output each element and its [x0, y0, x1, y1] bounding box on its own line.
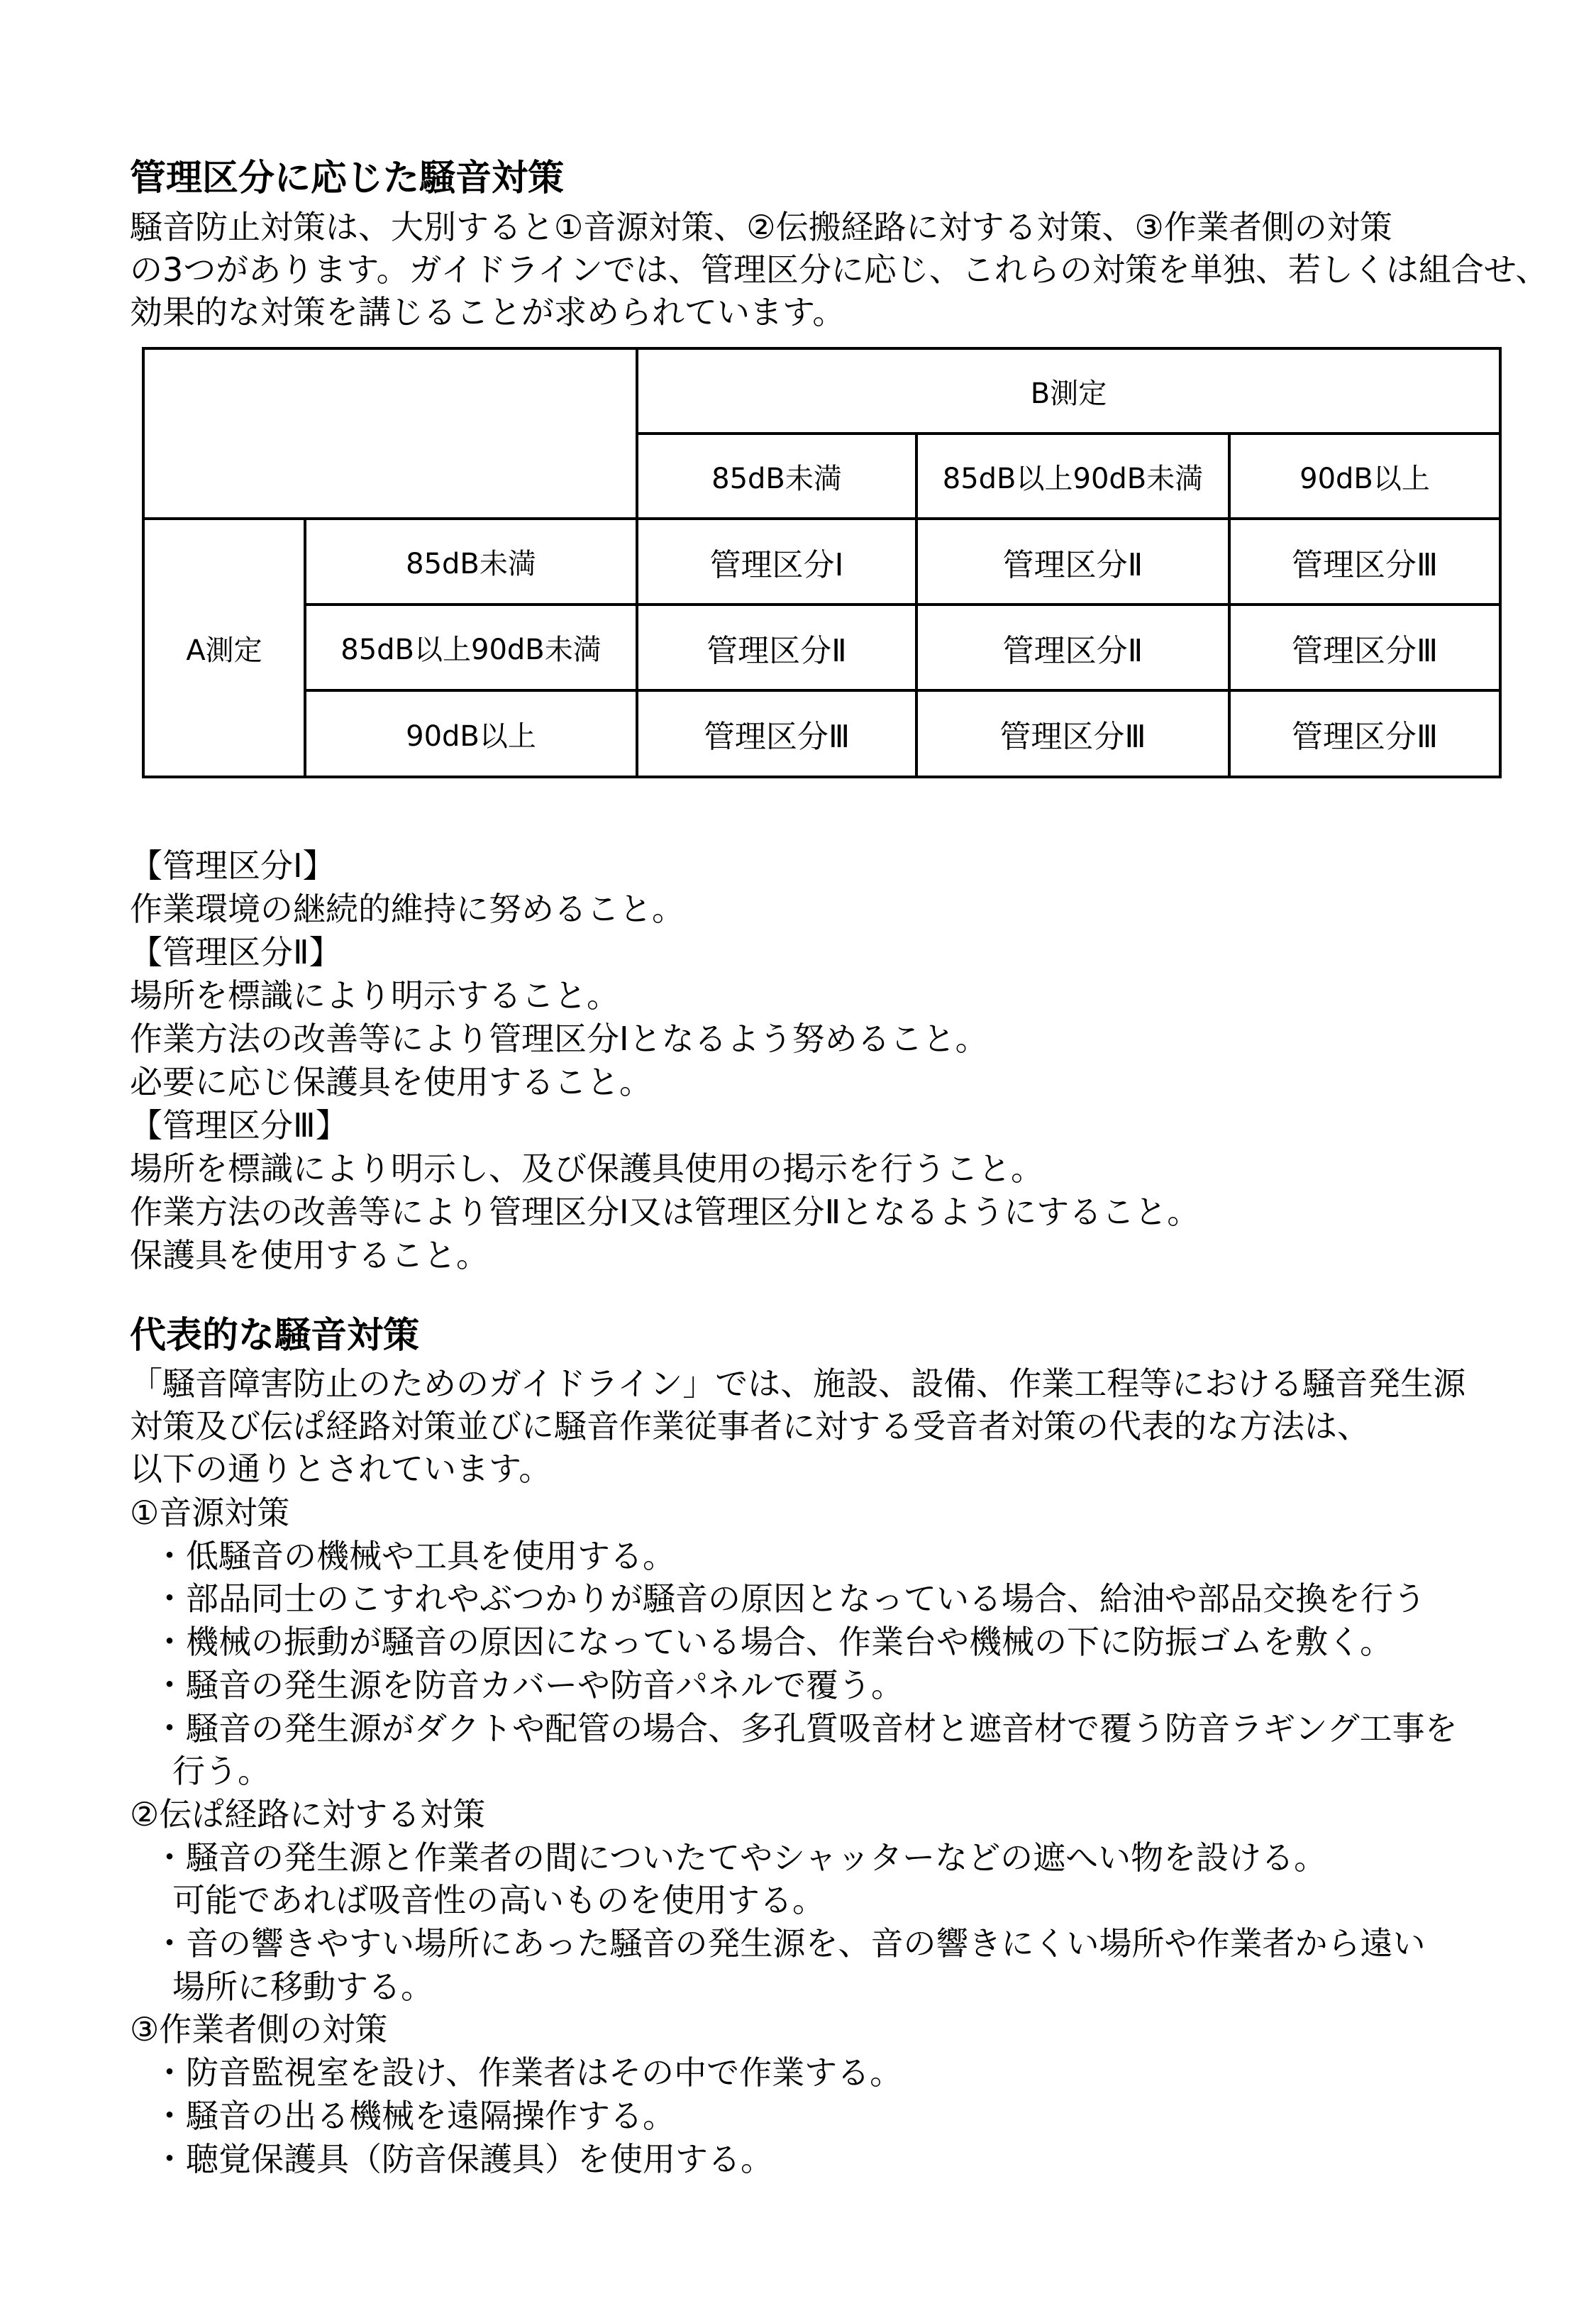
measure-item-continuation: 場所に移動する。 [172, 1967, 433, 2006]
measure-item: ・騒音の発生源と作業者の間についたてやシャッターなどの遮へい物を設ける。 [153, 1838, 1327, 1877]
intro-line: 騒音防止対策は、大別すると①音源対策、②伝搬経路に対する対策、③作業者側の対策 [130, 208, 1392, 246]
category-descriptions [130, 844, 1199, 1277]
category-line: 作業方法の改善等により管理区分Ⅰとなるよう努めること。 [130, 1020, 988, 1058]
measure-heading: ②伝ぱ経路に対する対策 [130, 1794, 486, 1833]
measure-item: ・騒音の発生源を防音カバーや防音パネルで覆う。 [153, 1665, 904, 1704]
section-title-management: 管理区分に応じた騒音対策 [130, 158, 565, 199]
measure-item: ・聴覚保護具（防音保護具）を使用する。 [153, 2139, 773, 2178]
category-line: 場所を標識により明示すること。 [130, 976, 619, 1015]
intro-line: 以下の通りとされています。 [130, 1450, 552, 1488]
a-row-header: 85dB以上90dB未満 [305, 605, 637, 690]
grade-cell: 管理区分Ⅱ [637, 605, 916, 690]
measures-list [130, 1491, 1458, 2180]
grade-cell: 管理区分Ⅲ [1229, 605, 1500, 690]
category-header: 【管理区分Ⅱ】 [130, 933, 342, 971]
grade-cell: 管理区分Ⅲ [1229, 519, 1500, 605]
measure-item: ・機械の振動が騒音の原因になっている場合、作業台や機械の下に防振ゴムを敷く。 [153, 1623, 1393, 1662]
a-row-header: 85dB未満 [305, 519, 637, 605]
a-row-header: 90dB以上 [305, 690, 637, 777]
measure-item-continuation: 可能であれば吸音性の高いものを使用する。 [172, 1881, 825, 1920]
grade-cell: 管理区分Ⅱ [916, 605, 1229, 690]
table-corner-cell [143, 348, 637, 519]
category-line: 作業環境の継続的維持に努めること。 [130, 890, 685, 928]
category-header: 【管理区分Ⅲ】 [130, 1106, 348, 1144]
intro-line: 対策及び伝ぱ経路対策並びに騒音作業従事者に対する受音者対策の代表的な方法は、 [130, 1407, 1370, 1445]
grade-cell: 管理区分Ⅲ [916, 690, 1229, 777]
category-line: 場所を標識により明示し、及び保護具使用の掲示を行うこと。 [130, 1149, 1043, 1188]
category-line: 保護具を使用すること。 [130, 1236, 489, 1274]
b-column-header: 85dB未満 [637, 434, 916, 519]
a-measurement-header: A測定 [143, 519, 305, 777]
section-title-representative: 代表的な騒音対策 [130, 1315, 420, 1357]
category-line: 必要に応じ保護具を使用すること。 [130, 1063, 652, 1101]
measure-item: ・部品同士のこすれやぶつかりが騒音の原因となっている場合、給油や部品交換を行う [153, 1579, 1426, 1618]
intro-line: 「騒音障害防止のためのガイドライン」では、施設、設備、作業工程等における騒音発生源 [130, 1364, 1466, 1403]
section1-intro [130, 206, 1548, 333]
grade-cell: 管理区分Ⅱ [916, 519, 1229, 605]
measure-item: ・防音監視室を設け、作業者はその中で作業する。 [153, 2053, 903, 2092]
measure-item: ・音の響きやすい場所にあった騒音の発生源を、音の響きにくい場所や作業者から遠い [153, 1924, 1426, 1963]
measure-item: ・騒音の出る機械を遠隔操作する。 [153, 2096, 675, 2135]
measure-item: ・騒音の発生源がダクトや配管の場合、多孔質吸音材と遮音材で覆う防音ラギング工事を [153, 1709, 1458, 1748]
grade-cell: 管理区分Ⅲ [637, 690, 916, 777]
management-category-table [142, 347, 1502, 778]
measure-item: ・低騒音の機械や工具を使用する。 [153, 1536, 675, 1575]
section2-intro [130, 1362, 1465, 1490]
grade-cell: 管理区分Ⅰ [637, 519, 916, 605]
measure-heading: ①音源対策 [130, 1494, 290, 1532]
grade-cell: 管理区分Ⅲ [1229, 690, 1500, 777]
b-measurement-header: B測定 [637, 348, 1500, 434]
intro-line: の3つがあります。ガイドラインでは、管理区分に応じ、これらの対策を単独、若しくは組合せ、 [130, 250, 1548, 289]
b-column-header: 85dB以上90dB未満 [916, 434, 1229, 519]
category-line: 作業方法の改善等により管理区分Ⅰ又は管理区分Ⅱとなるようにすること。 [130, 1193, 1200, 1231]
category-header: 【管理区分Ⅰ】 [130, 846, 336, 885]
measure-heading: ③作業者側の対策 [130, 2010, 388, 2049]
measure-item-continuation: 行う。 [172, 1752, 270, 1791]
intro-line: 効果的な対策を講じることが求められています。 [130, 293, 846, 331]
b-column-header: 90dB以上 [1229, 434, 1500, 519]
